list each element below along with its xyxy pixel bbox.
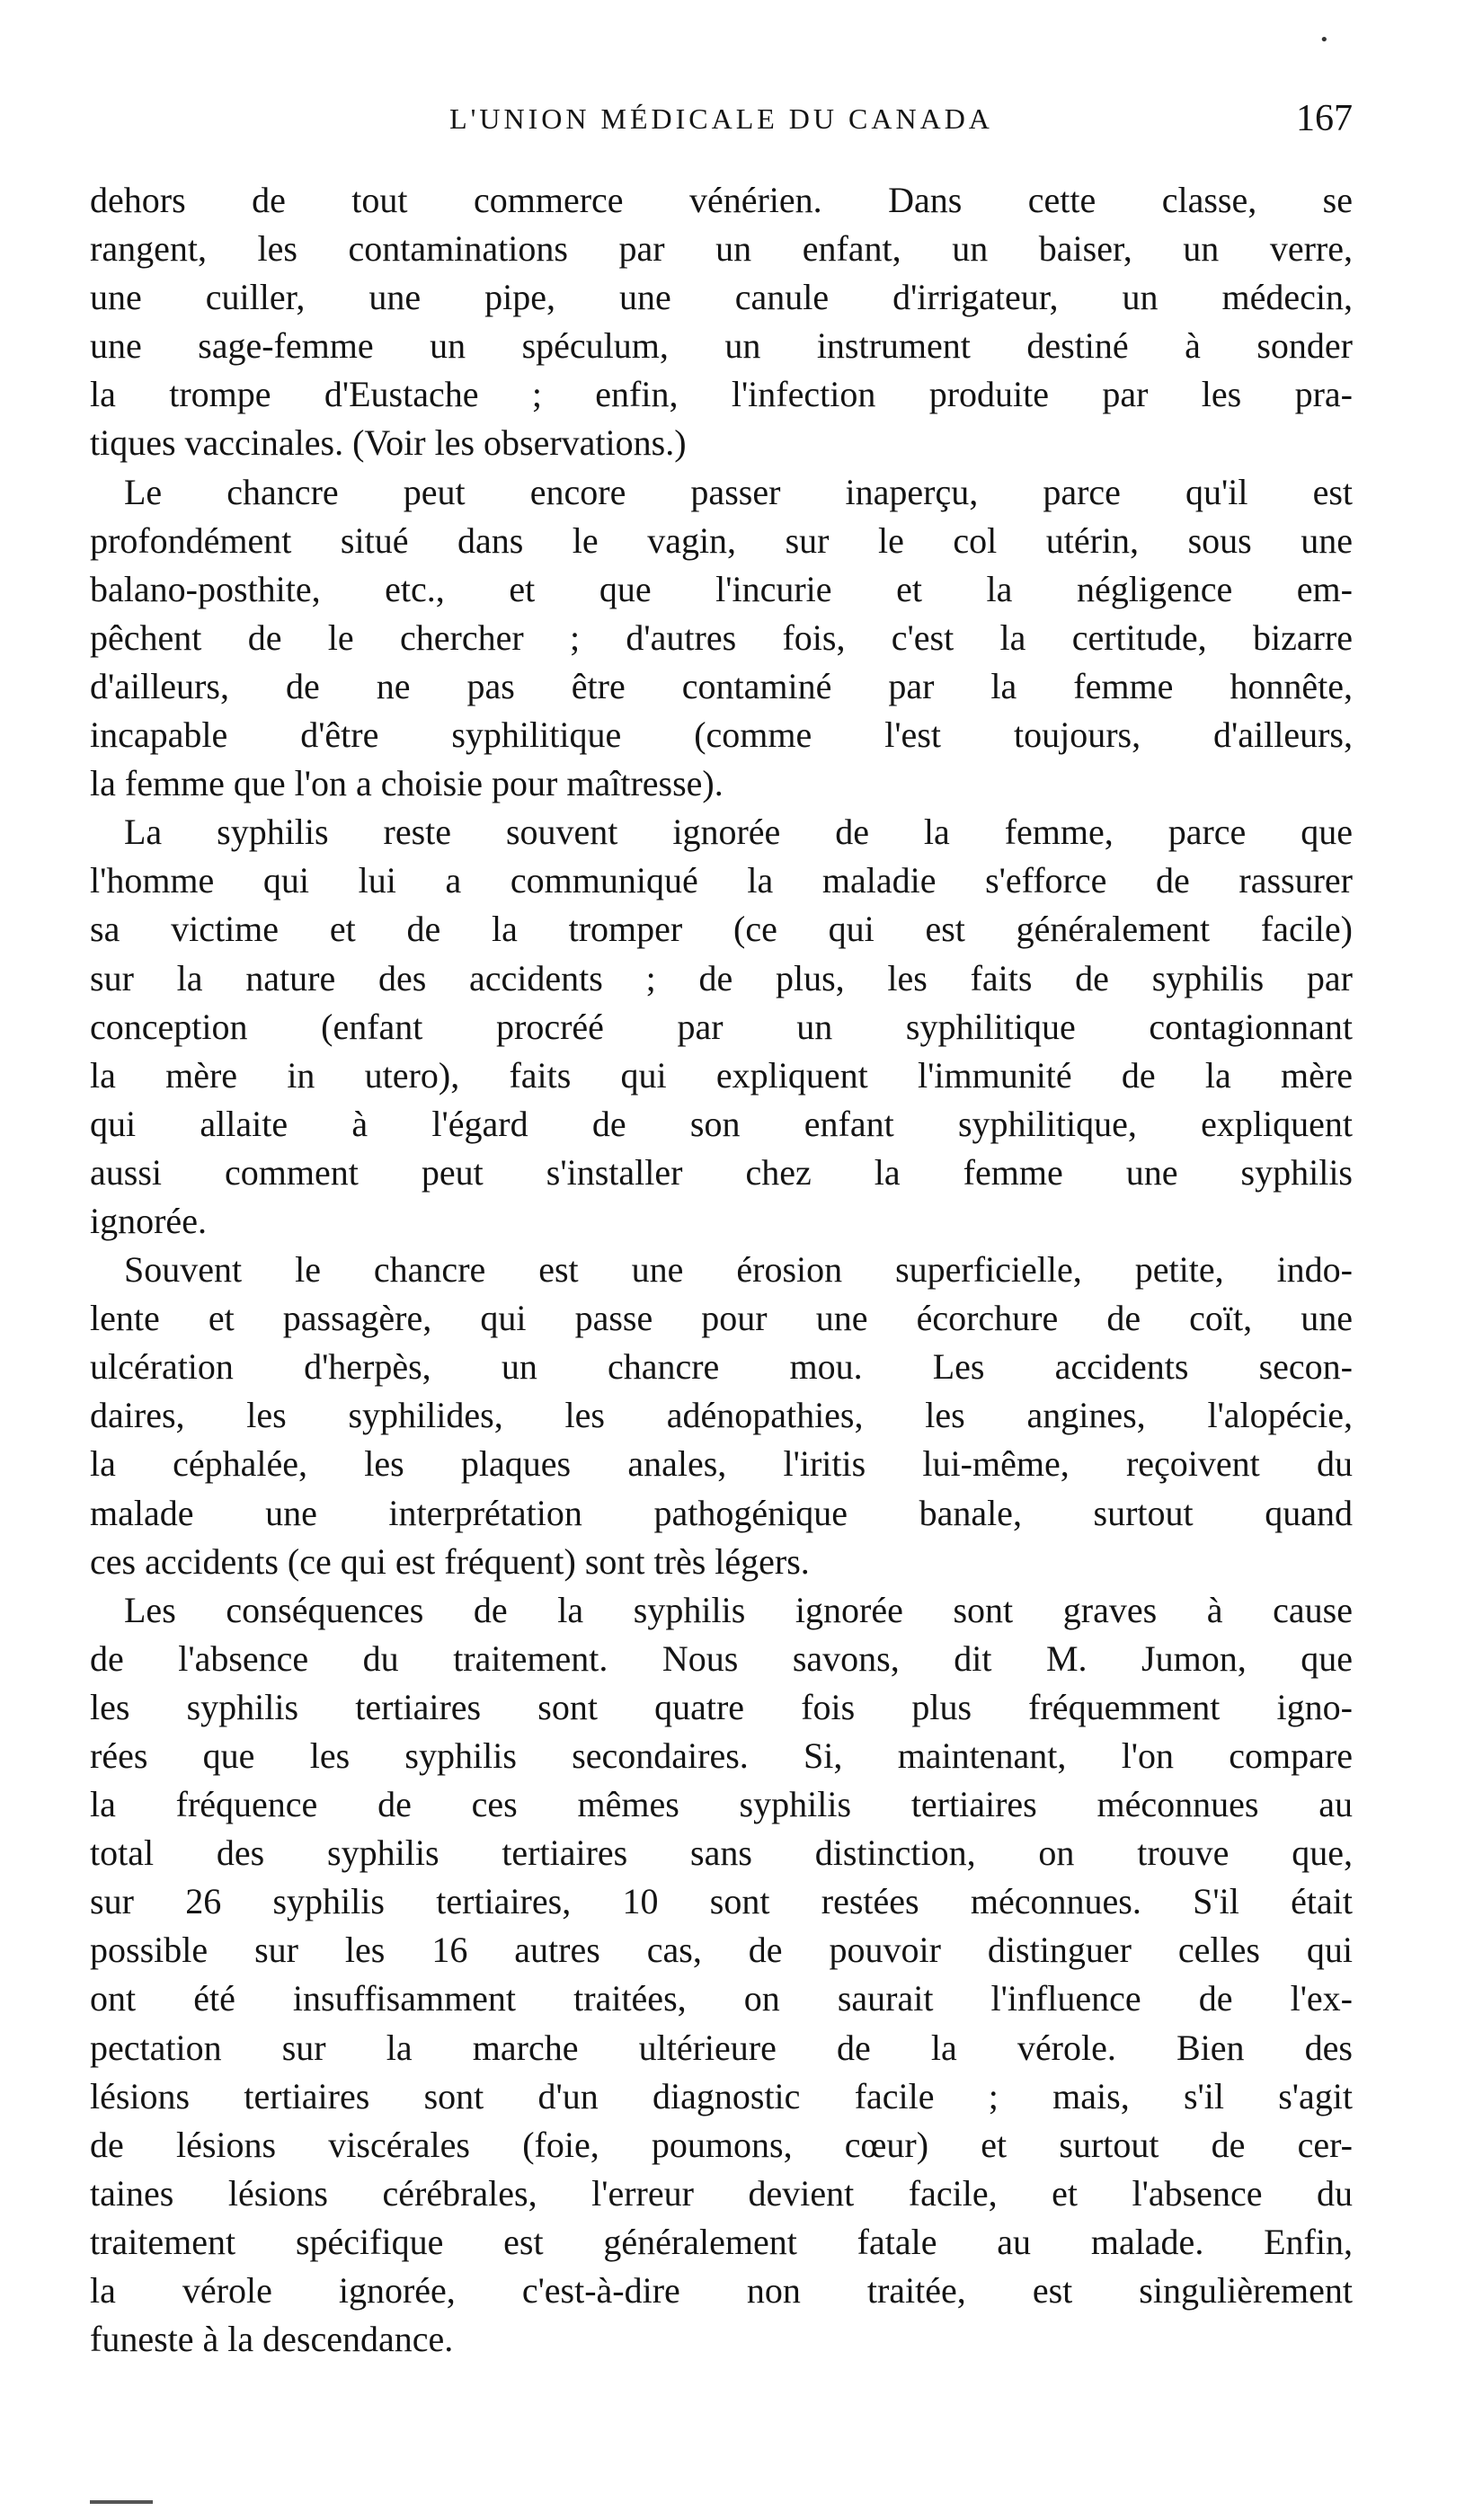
text-line: la femme que l'on a choisie pour maîtresse). bbox=[90, 763, 724, 804]
text-line: tiques vaccinales. (Voir les observations.) bbox=[90, 422, 687, 464]
text-line: La syphilis reste souvent ignorée de la femme, parce que bbox=[124, 812, 1353, 853]
text-line: taines lésions cérébrales, l'erreur devient facile, et l'absence du bbox=[90, 2172, 1353, 2214]
text-line: une sage-femme un spéculum, un instrument destiné à sonder bbox=[90, 325, 1353, 367]
text-line: ont été insuffisamment traitées, on saurait l'influence de l'ex- bbox=[90, 1978, 1353, 2019]
text-line: profondément situé dans le vagin, sur le col utérin, sous une bbox=[90, 519, 1353, 561]
document-page bbox=[90, 0, 1353, 2520]
text-line: de l'absence du traitement. Nous savons, dit M. Jumon, que bbox=[90, 1637, 1353, 1679]
text-line: aussi comment peut s'installer chez la femme une syphilis bbox=[90, 1151, 1353, 1193]
paragraph bbox=[90, 1586, 1353, 2365]
paragraph bbox=[90, 468, 1353, 809]
text-line: rangent, les contaminations par un enfant, un baiser, un verre, bbox=[90, 228, 1353, 270]
text-line: d'ailleurs, de ne pas être contaminé par la femme honnête, bbox=[90, 665, 1353, 706]
text-line: ignorée. bbox=[90, 1200, 207, 1241]
text-line: funeste à la descendance. bbox=[90, 2319, 454, 2360]
text-line: conception (enfant procréé par un syphilitique contagionnant bbox=[90, 1006, 1353, 1047]
paragraph bbox=[90, 808, 1353, 1246]
text-line: balano-posthite, etc., et que l'incurie et la négligence em- bbox=[90, 568, 1353, 609]
text-line: une cuiller, une pipe, une canule d'irrigateur, un médecin, bbox=[90, 277, 1353, 318]
text-line: dehors de tout commerce vénérien. Dans cette classe, se bbox=[90, 180, 1353, 220]
text-line: daires, les syphilides, les adénopathies, les angines, l'alopécie, bbox=[90, 1395, 1353, 1436]
running-head bbox=[90, 97, 1353, 142]
text-line: la fréquence de ces mêmes syphilis tertiaires méconnues au bbox=[90, 1784, 1353, 1825]
stray-mark: • bbox=[1319, 31, 1329, 49]
text-line: qui allaite à l'égard de son enfant syphilitique, expliquent bbox=[90, 1103, 1353, 1144]
text-line: malade une interprétation pathogénique banale, surtout quand bbox=[90, 1492, 1353, 1533]
text-line: lente et passagère, qui passe pour une écorchure de coït, une bbox=[90, 1298, 1353, 1339]
text-line: pêchent de le chercher ; d'autres fois, c'est la certitude, bizarre bbox=[90, 617, 1353, 658]
text-line: la céphalée, les plaques anales, l'iritis lui-même, reçoivent du bbox=[90, 1443, 1353, 1485]
text-line: incapable d'être syphilitique (comme l'est toujours, d'ailleurs, bbox=[90, 714, 1353, 756]
text-line: rées que les syphilis secondaires. Si, maintenant, l'on compare bbox=[90, 1735, 1353, 1776]
text-line: sa victime et de la tromper (ce qui est généralement facile) bbox=[90, 909, 1353, 950]
text-line: de lésions viscérales (foie, poumons, cœur) et surtout de cer- bbox=[90, 2124, 1353, 2165]
paragraph bbox=[90, 1246, 1353, 1586]
text-line: Souvent le chancre est une érosion superficielle, petite, indo- bbox=[124, 1249, 1353, 1291]
text-line: Le chancre peut encore passer inaperçu, parce qu'il est bbox=[124, 471, 1353, 512]
text-line: possible sur les 16 autres cas, de pouvoir distinguer celles qui bbox=[90, 1930, 1353, 1971]
text-line: la vérole ignorée, c'est-à-dire non traitée, est singulièrement bbox=[90, 2270, 1353, 2311]
footer-rule bbox=[90, 2500, 153, 2504]
text-line: pectation sur la marche ultérieure de la vérole. Bien des bbox=[90, 2027, 1353, 2068]
body-text bbox=[90, 176, 1353, 2364]
text-line: Les conséquences de la syphilis ignorée sont graves à cause bbox=[124, 1589, 1353, 1630]
page-number: 167 bbox=[1296, 98, 1353, 139]
text-line: sur 26 syphilis tertiaires, 10 sont restées méconnues. S'il était bbox=[90, 1881, 1353, 1922]
text-line: traitement spécifique est généralement fatale au malade. Enfin, bbox=[90, 2221, 1353, 2262]
running-title: L'UNION MÉDICALE DU CANADA bbox=[449, 102, 993, 135]
paragraph bbox=[90, 176, 1353, 468]
text-line: la mère in utero), faits qui expliquent l'immunité de la mère bbox=[90, 1054, 1353, 1096]
text-line: lésions tertiaires sont d'un diagnostic facile ; mais, s'il s'agit bbox=[90, 2075, 1353, 2116]
text-line: la trompe d'Eustache ; enfin, l'infection produite par les pra- bbox=[90, 374, 1353, 415]
text-line: les syphilis tertiaires sont quatre fois plus fréquemment igno- bbox=[90, 1686, 1353, 1727]
text-line: total des syphilis tertiaires sans distinction, on trouve que, bbox=[90, 1832, 1353, 1874]
text-line: ces accidents (ce qui est fréquent) sont très légers. bbox=[90, 1540, 810, 1582]
text-line: l'homme qui lui a communiqué la maladie s'efforce de rassurer bbox=[90, 860, 1353, 901]
text-line: sur la nature des accidents ; de plus, les faits de syphilis par bbox=[90, 957, 1353, 998]
text-line: ulcération d'herpès, un chancre mou. Les accidents secon- bbox=[90, 1346, 1353, 1388]
